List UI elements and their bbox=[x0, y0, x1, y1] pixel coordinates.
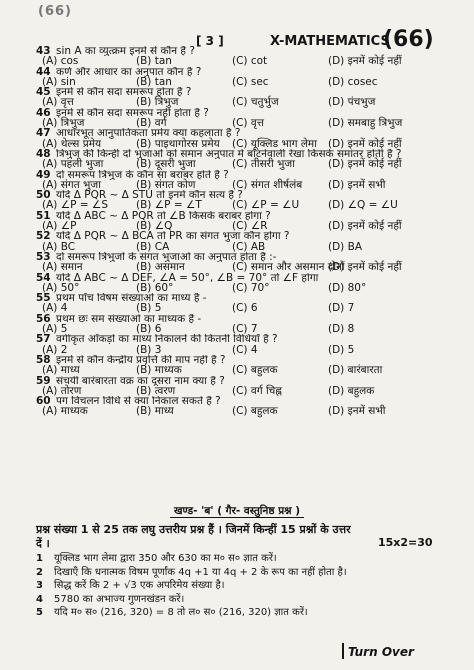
option-a: (A) वृत्त bbox=[42, 96, 74, 109]
option-d: (D) इनमें कोई नहीं bbox=[328, 261, 402, 274]
option-c: (C) 4 bbox=[232, 343, 258, 356]
question-number: 53 bbox=[36, 251, 51, 263]
option-b: (B) वर्ग bbox=[136, 117, 167, 130]
option-row bbox=[36, 262, 466, 272]
turn-over-label: Turn Over bbox=[348, 645, 414, 659]
option-a: (A) तोरण bbox=[42, 384, 82, 397]
option-row bbox=[36, 180, 466, 190]
question-number: 56 bbox=[36, 313, 51, 325]
option-c: (C) समान और असमान दोनों bbox=[232, 261, 345, 274]
question-text: दो समरूप त्रिभुज के कौन सा बराबर होते हैं ? bbox=[56, 169, 229, 180]
short-question-text: 5780 का अभाज्य गुणनखंडन करें। bbox=[54, 593, 185, 605]
option-b: (B) दूसरी भुजा bbox=[136, 158, 196, 171]
option-b: (B) पाइथागोरस प्रमेय bbox=[136, 137, 220, 150]
paper-number: (66) bbox=[383, 27, 434, 52]
faded-page-number: (66) bbox=[38, 4, 72, 19]
instruction-line-2: दें । bbox=[36, 537, 50, 550]
option-c: (C) संगत शीर्षलंब bbox=[232, 178, 303, 191]
option-a: (A) माध्य bbox=[42, 364, 80, 377]
question-text: इनमें से कौन सदा समरूप नहीं होता है ? bbox=[56, 107, 209, 119]
option-c: (C) cot bbox=[232, 55, 268, 68]
question-text: संचयी बारंबारता वक्र का दूसरा नाम क्या है ? bbox=[56, 375, 225, 386]
question-text: प्रथम छः सम संख्याओं का माध्यक है - bbox=[56, 313, 202, 325]
question-text: यदि Δ PQR ~ Δ BCA तो PR का संगत भुजा कौन होगा ? bbox=[56, 231, 290, 242]
question-text: कर्ण और आधार का अनुपात कौन है ? bbox=[56, 66, 202, 77]
option-row bbox=[36, 118, 466, 128]
short-question-row bbox=[36, 552, 456, 566]
option-b: (B) माध्य bbox=[136, 405, 174, 418]
option-row bbox=[36, 159, 466, 169]
option-a: (A) 4 bbox=[42, 302, 68, 315]
option-a: (A) sin bbox=[42, 75, 76, 88]
option-b: (B) CA bbox=[136, 240, 170, 253]
option-row bbox=[36, 345, 466, 355]
question-text: यदि Δ ABC ~ Δ PQR तो ∠B किसके बराबर होगा ? bbox=[56, 210, 271, 222]
question-text: यदि Δ ABC ~ Δ DEF, ∠A = 50°, ∠B = 70° तो ∠F होगा bbox=[56, 272, 319, 283]
question-text: दो समरूप त्रिभुजों के संगत भुजाओं का अनुपात होता है :- bbox=[56, 251, 277, 263]
option-a: (A) पहली भुजा bbox=[42, 158, 104, 171]
option-c: (C) चतुर्भुज bbox=[232, 96, 279, 109]
option-row bbox=[36, 221, 466, 231]
option-c: (C) AB bbox=[232, 240, 266, 253]
question-text: आधारभूत आनुपातिकता प्रमेय क्या कहलाता है ? bbox=[56, 128, 241, 139]
subject-title: X-MATHEMATICS bbox=[270, 34, 390, 49]
page-indicator: [ 3 ] bbox=[196, 34, 224, 48]
option-d: (D) इनमें कोई नहीं bbox=[328, 55, 402, 68]
short-question-number: 3 bbox=[36, 580, 43, 591]
option-d: (D) इनमें कोई नहीं bbox=[328, 137, 402, 150]
option-d: (D) 5 bbox=[328, 343, 355, 356]
option-row bbox=[36, 406, 466, 416]
option-a: (A) ∠P bbox=[42, 220, 77, 233]
option-row bbox=[36, 303, 466, 313]
question-text: वर्गीकृत आँकड़ों का माध्य निकालने की कितनी विधियाँ है ? bbox=[56, 334, 278, 345]
option-b: (B) माध्यक bbox=[136, 364, 182, 377]
mcq-list bbox=[36, 46, 466, 417]
option-b: (B) 60° bbox=[136, 281, 174, 294]
short-question-text: दिखाएँ कि धनात्मक विषम पूर्णांक 4q +1 या 4q + 2 के रूप का नहीं होता है। bbox=[54, 566, 347, 578]
option-row bbox=[36, 97, 466, 107]
option-a: (A) cos bbox=[42, 55, 79, 68]
short-question-text: यूक्लिड भाग लेमा द्वारा 350 और 630 का म० स० ज्ञात करें। bbox=[54, 553, 277, 564]
option-d: (D) इनमें सभी bbox=[328, 405, 386, 418]
option-c: (C) 70° bbox=[232, 281, 270, 294]
option-a: (A) संगत भुजा bbox=[42, 178, 101, 191]
option-b: (B) त्रिभुज bbox=[136, 96, 179, 109]
short-question-text: सिद्ध करें कि 2 + √3 एक अपरिमेय संख्या है। bbox=[54, 580, 225, 591]
question-number: 46 bbox=[36, 107, 51, 119]
option-a: (A) माध्यक bbox=[42, 405, 88, 418]
option-a: (A) त्रिभुज bbox=[42, 117, 85, 130]
turn-over-bracket bbox=[342, 643, 344, 659]
option-d: (D) cosec bbox=[328, 75, 378, 88]
question-number: 52 bbox=[36, 231, 51, 242]
option-c: (C) ∠P = ∠U bbox=[232, 199, 300, 212]
question-number: 50 bbox=[36, 190, 51, 201]
short-question-list bbox=[36, 552, 456, 620]
option-b: (B) 5 bbox=[136, 302, 162, 315]
option-c: (C) बहुलक bbox=[232, 405, 278, 418]
option-d: (D) 7 bbox=[328, 302, 355, 315]
question-text: प्रथम पाँच विषम संख्याओं का माध्य है - bbox=[56, 293, 207, 304]
option-d: (D) बारंबारता bbox=[328, 364, 383, 377]
question-number: 45 bbox=[36, 87, 51, 98]
short-question-row bbox=[36, 579, 456, 593]
question-number: 58 bbox=[36, 354, 51, 366]
question-number: 57 bbox=[36, 334, 51, 345]
short-question-row bbox=[36, 606, 456, 620]
option-row bbox=[36, 242, 466, 252]
option-row bbox=[36, 139, 466, 149]
instruction-line-1: प्रश्न संख्या 1 से 25 तक लघु उत्तरीय प्रश्न हैं । जिनमें किन्हीं 15 प्रश्नों के उत्तर bbox=[36, 523, 351, 536]
option-d: (D) BA bbox=[328, 240, 363, 253]
option-d: (D) इनमें कोई नहीं bbox=[328, 220, 402, 233]
option-d: (D) इनमें सभी bbox=[328, 178, 386, 191]
option-b: (B) ∠P = ∠T bbox=[136, 199, 202, 212]
question-text: पग विचलन विधि से क्या निकाल सकते हैं ? bbox=[56, 396, 221, 407]
option-row bbox=[36, 386, 466, 396]
option-c: (C) sec bbox=[232, 75, 269, 88]
short-question-row bbox=[36, 566, 456, 580]
short-question-row bbox=[36, 593, 456, 607]
question-text: sin A का व्युत्क्रम इनमें से कौन है ? bbox=[56, 46, 195, 57]
option-b: (B) 3 bbox=[136, 343, 162, 356]
option-d: (D) पंचभुज bbox=[328, 96, 376, 109]
option-b: (B) 6 bbox=[136, 323, 162, 336]
option-b: (B) tan bbox=[136, 55, 172, 68]
option-b: (B) ∠Q bbox=[136, 220, 173, 233]
short-question-number: 5 bbox=[36, 607, 43, 618]
option-a: (A) समान bbox=[42, 261, 83, 274]
option-c: (C) 6 bbox=[232, 302, 258, 315]
option-b: (B) संगत कोण bbox=[136, 178, 196, 191]
question-number: 43 bbox=[36, 46, 51, 57]
short-question-text: यदि म० स० (216, 320) = 8 तो ल० स० (216, 320) ज्ञात करें। bbox=[54, 607, 308, 618]
question-number: 47 bbox=[36, 128, 51, 139]
option-b: (B) असमान bbox=[136, 261, 185, 274]
option-d: (D) समबाहु त्रिभुज bbox=[328, 117, 403, 130]
question-number: 55 bbox=[36, 293, 51, 304]
option-c: (C) वर्ग चिह्न bbox=[232, 384, 282, 397]
option-row bbox=[36, 283, 466, 293]
option-d: (D) इनमें कोई नहीं bbox=[328, 158, 402, 171]
option-c: (C) ∠R bbox=[232, 220, 268, 233]
question-text: यदि Δ PQR ~ Δ STU तो इनमें कौन सत्य है ? bbox=[56, 190, 243, 201]
question-number: 54 bbox=[36, 272, 51, 283]
question-number: 59 bbox=[36, 375, 51, 386]
option-a: (A) थेल्स प्रमेय bbox=[42, 137, 102, 150]
option-c: (C) तीसरी भुजा bbox=[232, 158, 295, 171]
short-question-number: 2 bbox=[36, 566, 43, 578]
option-row bbox=[36, 365, 466, 375]
option-c: (C) वृत्त bbox=[232, 117, 264, 130]
option-c: (C) 7 bbox=[232, 323, 258, 336]
option-b: (B) tan bbox=[136, 75, 172, 88]
option-row bbox=[36, 77, 466, 87]
question-number: 60 bbox=[36, 396, 51, 407]
question-text: इनमें से कौन केन्द्रीय प्रवृत्ति की माप नहीं है ? bbox=[56, 354, 226, 366]
option-d: (D) ∠Q = ∠U bbox=[328, 199, 398, 212]
question-number: 51 bbox=[36, 210, 51, 222]
option-row bbox=[36, 324, 466, 334]
option-d: (D) बहुलक bbox=[328, 384, 375, 397]
option-c: (C) बहुलक bbox=[232, 364, 278, 377]
option-a: (A) 50° bbox=[42, 281, 80, 294]
option-b: (B) त्वरण bbox=[136, 384, 176, 397]
option-a: (A) 2 bbox=[42, 343, 68, 356]
marks-scheme: 15x2=30 bbox=[378, 536, 433, 549]
short-question-number: 1 bbox=[36, 553, 43, 564]
option-a: (A) 5 bbox=[42, 323, 68, 336]
question-number: 44 bbox=[36, 66, 51, 77]
section-heading: खण्ड- 'ब' ( गैर- वस्तुनिष्ठ प्रश्न ) bbox=[0, 504, 474, 518]
option-row bbox=[36, 56, 466, 66]
option-a: (A) BC bbox=[42, 240, 76, 253]
short-question-number: 4 bbox=[36, 593, 43, 605]
option-d: (D) 8 bbox=[328, 323, 355, 336]
option-row bbox=[36, 200, 466, 210]
question-number: 48 bbox=[36, 148, 51, 160]
question-text: त्रिभुज की किन्हीं दो भुजाओं को समान अनुपात में बाँटनेवाली रेखा किसके समांतर होती है ? bbox=[56, 148, 402, 160]
question-text: इनमें से कौन सदा समरूप होता है ? bbox=[56, 87, 192, 98]
question-number: 49 bbox=[36, 169, 51, 180]
option-c: (C) यूक्लिड भाग लेमा bbox=[232, 137, 317, 150]
option-d: (D) 80° bbox=[328, 281, 367, 294]
option-a: (A) ∠P = ∠S bbox=[42, 199, 109, 212]
